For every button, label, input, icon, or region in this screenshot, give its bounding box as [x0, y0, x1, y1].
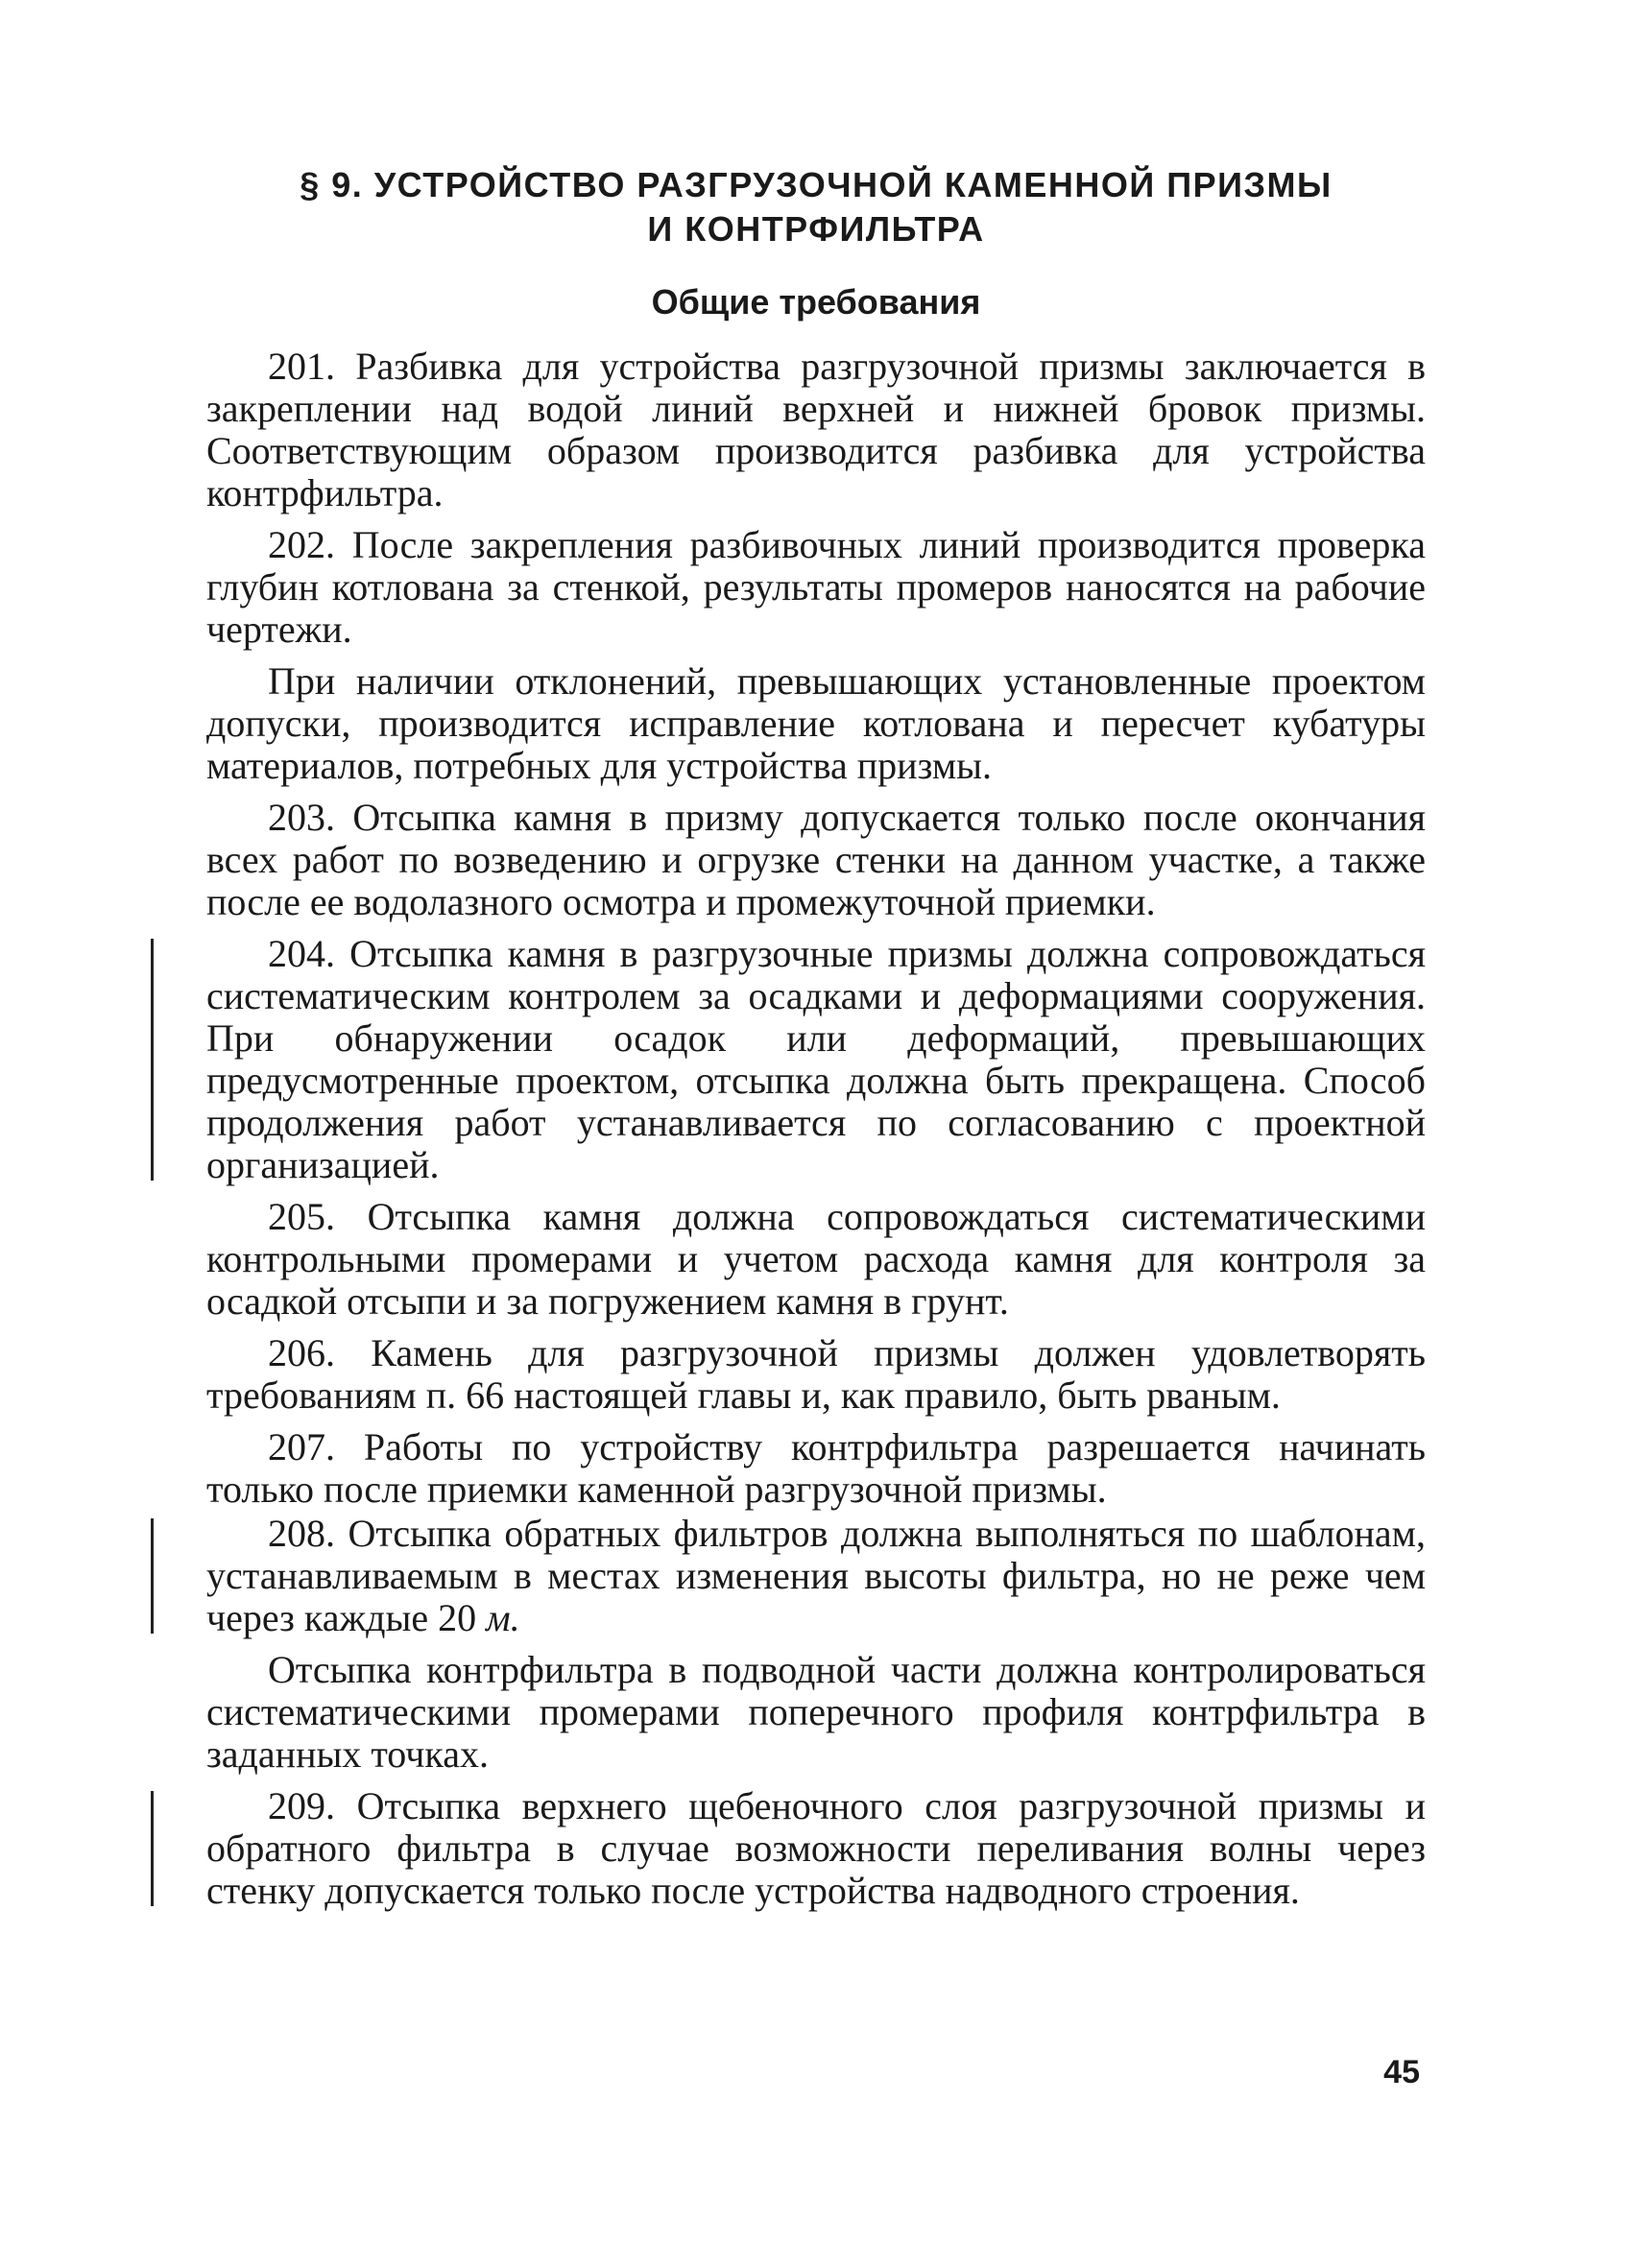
section-title: [206, 163, 1426, 251]
paragraph-202-continued-text: При наличии отклонений, превышающих установленные проектом допуски, производится исправление котлована и пересчет кубатуры материалов, потребных для устройства призмы.: [206, 659, 1426, 787]
paragraph-202: [206, 524, 1426, 651]
paragraph-205-text: 205. Отсыпка камня должна сопровождаться систематическими контрольными промерами и учетом расхода камня для контроля за осадкой отсыпи и за погружением камня в грунт.: [206, 1195, 1426, 1323]
paragraph-208-text: 208. Отсыпка обратных фильтров должна выполняться по шаблонам, устанавливаемым в местах изменения высоты фильтра, но не реже чем через каждые 20: [206, 1512, 1426, 1639]
section-title-line-1: § 9. УСТРОЙСТВО РАЗГРУЗОЧНОЙ КАМЕННОЙ ПРИЗМЫ: [300, 165, 1333, 204]
paragraph-204-text: 204. Отсыпка камня в разгрузочные призмы должна сопровождаться систематическим контролем за осадками и деформациями сооружения. При обнаружении осадок или деформаций, превышающих предусмотренные проектом, отсыпка должна быть прекращена. Способ продолжения работ устанавливается по согласованию с проектной организацией.: [206, 932, 1426, 1186]
paragraph-202-text: 202. После закрепления разбивочных линий производится проверка глубин котлована за стенкой, результаты промеров наносятся на рабочие чертежи.: [206, 523, 1426, 651]
paragraph-202-continued: [206, 660, 1426, 787]
paragraph-203-text: 203. Отсыпка камня в призму допускается только после окончания всех работ по возведению и огрузке стенки на данном участке, а также после ее водолазного осмотра и промежуточной приемки.: [206, 796, 1426, 923]
page-number: 45: [1383, 2054, 1420, 2090]
revision-margin-line: [151, 939, 154, 1181]
subsection-title: Общие требования: [651, 282, 981, 322]
paragraph-208: [206, 1513, 1426, 1639]
paragraph-201-text: 201. Разбивка для устройства разгрузочной призмы заключается в закреплении над водой линий верхней и нижней бровок призмы. Соответствующим образом производится разбивка для устройства контрфильтра.: [206, 345, 1426, 514]
paragraph-207: [206, 1426, 1426, 1511]
unit-meters: м.: [486, 1596, 520, 1639]
paragraph-206: [206, 1332, 1426, 1417]
paragraph-203: [206, 797, 1426, 923]
paragraph-209-text: 209. Отсыпка верхнего щебеночного слоя разгрузочной призмы и обратного фильтра в случае возможности переливания волны через стенку допускается только после устройства надводного строения.: [206, 1784, 1426, 1912]
document-body: [206, 346, 1426, 1912]
section-title-line-2: И КОНТРФИЛЬТРА: [647, 209, 985, 249]
revision-margin-line: [151, 1518, 154, 1634]
paragraph-207-text: 207. Работы по устройству контрфильтра разрешается начинать только после приемки каменной разгрузочной призмы.: [206, 1425, 1426, 1511]
revision-margin-line: [151, 1791, 154, 1906]
paragraph-208-continued: [206, 1649, 1426, 1776]
paragraph-209: [206, 1785, 1426, 1912]
paragraph-206-text: 206. Камень для разгрузочной призмы должен удовлетворять требованиям п. 66 настоящей главы и, как правило, быть рваным.: [206, 1331, 1426, 1417]
paragraph-208-continued-text: Отсыпка контрфильтра в подводной части должна контролироваться систематическими промерами поперечного профиля контрфильтра в заданных точках.: [206, 1648, 1426, 1776]
paragraph-204: [206, 933, 1426, 1186]
document-page: [206, 163, 1426, 1914]
paragraph-201: [206, 346, 1426, 514]
paragraph-205: [206, 1196, 1426, 1323]
